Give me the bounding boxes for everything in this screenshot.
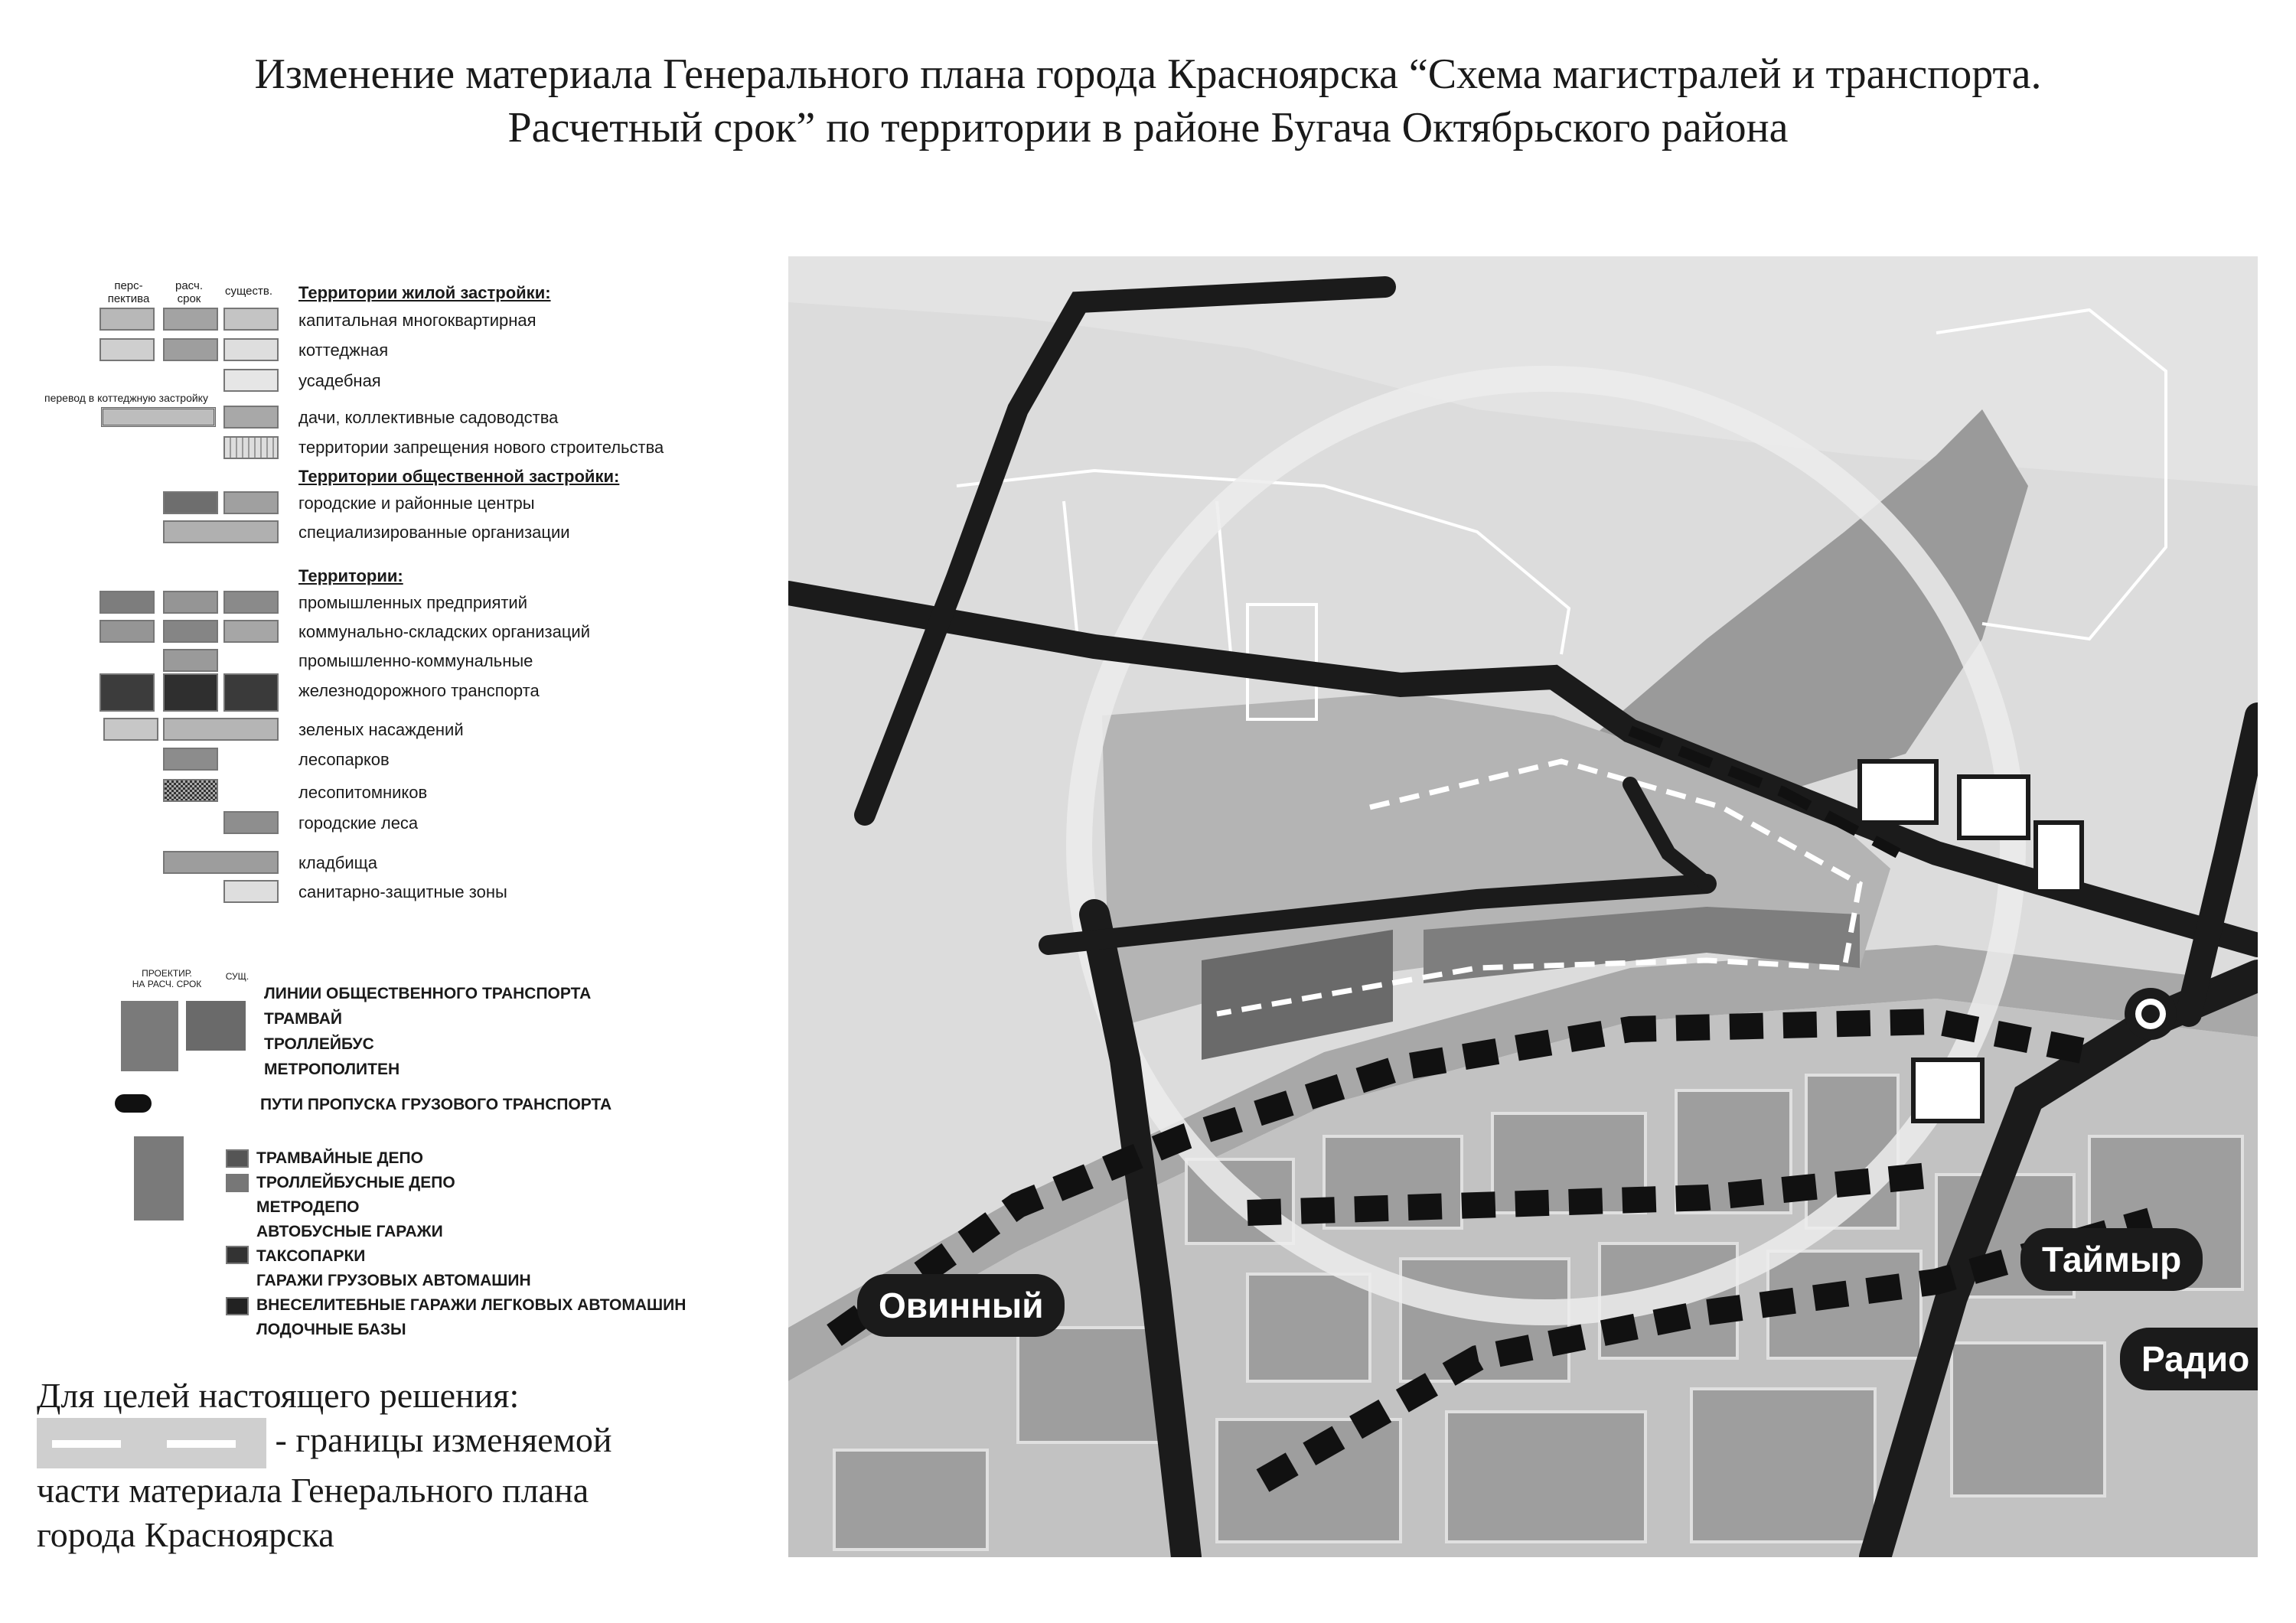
swatch (134, 1136, 184, 1221)
note-line-4: города Красноярска (37, 1515, 334, 1555)
legend-transport-item: ЛИНИИ ОБЩЕСТВЕННОГО ТРАНСПОРТА (264, 985, 592, 1002)
boundary-swatch (37, 1418, 266, 1468)
swatch (223, 811, 279, 834)
legend-col-existing: существ. (224, 285, 273, 298)
swatch (186, 1001, 246, 1051)
map[interactable] (788, 256, 2258, 1557)
legend-col-calc-term: расч. срок (175, 279, 203, 305)
note-line-2: - границы изменяемой (275, 1420, 612, 1459)
legend-item: дачи, коллективные садоводства (298, 408, 559, 427)
swatch (99, 308, 155, 331)
swatch (163, 308, 218, 331)
legend-item: территории запрещения нового строительства (298, 438, 664, 457)
swatch (163, 748, 218, 771)
swatch (121, 1001, 178, 1071)
swatch (223, 620, 279, 643)
place-ovinny[interactable]: Овинный (857, 1274, 1065, 1337)
legend-item: железнодорожного транспорта (298, 681, 540, 700)
place-taimyr[interactable]: Таймыр (2020, 1228, 2203, 1291)
legend-depot-item: ТАКСОПАРКИ (256, 1247, 366, 1265)
swatch (163, 620, 218, 643)
legend-transport-item: ПУТИ ПРОПУСКА ГРУЗОВОГО ТРАНСПОРТА (260, 1096, 612, 1113)
legend-depot-item: ЛОДОЧНЫЕ БАЗЫ (256, 1321, 406, 1338)
swatch (223, 880, 279, 903)
swatch (163, 851, 279, 874)
legend-depot-item: ГАРАЖИ ГРУЗОВЫХ АВТОМАШИН (256, 1272, 531, 1289)
legend-item: городские леса (298, 813, 419, 833)
swatch (226, 1246, 249, 1264)
swatch (223, 673, 279, 712)
legend-item: кладбища (298, 853, 378, 872)
swatch (99, 338, 155, 361)
map-canvas (788, 256, 2258, 1557)
swatch (226, 1297, 249, 1315)
legend (31, 268, 765, 1338)
title-line-2: Расчетный срок” по территории в районе Бугача Октябрьского района (507, 104, 1789, 152)
swatch (103, 718, 158, 741)
legend-public-heading: Территории общественной застройки: (298, 467, 620, 486)
legend-item: коммунально-складских организаций (298, 622, 590, 641)
swatch (223, 491, 279, 514)
legend-depot-item: АВТОБУСНЫЕ ГАРАЖИ (256, 1223, 443, 1240)
legend-item: коттеджная (298, 341, 389, 360)
swatch (223, 436, 279, 459)
swatch (115, 1094, 152, 1113)
legend-depot-item: ТРАМВАЙНЫЕ ДЕПО (256, 1149, 423, 1167)
legend-depot-item: МЕТРОДЕПО (256, 1198, 360, 1216)
swatch (101, 407, 216, 427)
legend-item: санитарно-защитные зоны (298, 882, 507, 901)
swatch (223, 591, 279, 614)
swatch (163, 649, 218, 672)
swatch (163, 338, 218, 361)
page-title (0, 47, 2296, 155)
swatch (163, 591, 218, 614)
swatch (223, 338, 279, 361)
decision-note (37, 1374, 741, 1557)
legend-item: промышленно-коммунальные (298, 651, 533, 670)
legend-item: лесопитомников (298, 783, 428, 802)
swatch (163, 673, 218, 712)
legend-transport-item: МЕТРОПОЛИТЕН (264, 1061, 400, 1078)
swatch (163, 491, 218, 514)
swatch (223, 406, 279, 429)
legend-item: специализированные организации (298, 523, 570, 542)
legend-item: усадебная (298, 371, 381, 390)
swatch (163, 779, 218, 802)
legend-transport-item: ТРАМВАЙ (264, 1010, 343, 1028)
legend-item: зеленых насаждений (298, 720, 464, 739)
legend-item: капитальная многоквартирная (298, 311, 536, 330)
swatch (223, 369, 279, 392)
legend-depot-item: ТРОЛЛЕЙБУСНЫЕ ДЕПО (256, 1174, 455, 1191)
swatch (223, 308, 279, 331)
legend-cottage-conversion: перевод в коттеджную застройку (44, 392, 208, 404)
note-line-3: части материала Генерального плана (37, 1471, 589, 1511)
legend-transport-col-project: ПРОЕКТИР. НА РАСЧ. СРОК (132, 968, 202, 989)
legend-item: лесопарков (298, 750, 390, 769)
swatch (99, 591, 155, 614)
legend-territories-heading: Территории: (298, 566, 403, 585)
title-line-1: Изменение материала Генерального плана города Красноярска “Схема магистралей и транспорта. (254, 51, 2042, 98)
legend-transport-col-existing: СУЩ. (225, 971, 249, 982)
legend-residential-heading: Территории жилой застройки: (298, 283, 551, 302)
note-line-1: Для целей настоящего решения: (37, 1376, 520, 1415)
legend-depot-item: ВНЕСЕЛИТЕБНЫЕ ГАРАЖИ ЛЕГКОВЫХ АВТОМАШИН (256, 1296, 687, 1314)
legend-item: городские и районные центры (298, 494, 535, 513)
swatch (226, 1149, 249, 1168)
place-radio[interactable]: Радио (2120, 1328, 2258, 1390)
swatch (163, 718, 279, 741)
swatch (99, 620, 155, 643)
swatch (163, 520, 279, 543)
legend-transport-item: ТРОЛЛЕЙБУС (264, 1035, 374, 1053)
legend-col-perspective: перс- пектива (107, 279, 150, 305)
swatch (226, 1174, 249, 1192)
legend-item: промышленных предприятий (298, 593, 528, 612)
swatch (99, 673, 155, 712)
